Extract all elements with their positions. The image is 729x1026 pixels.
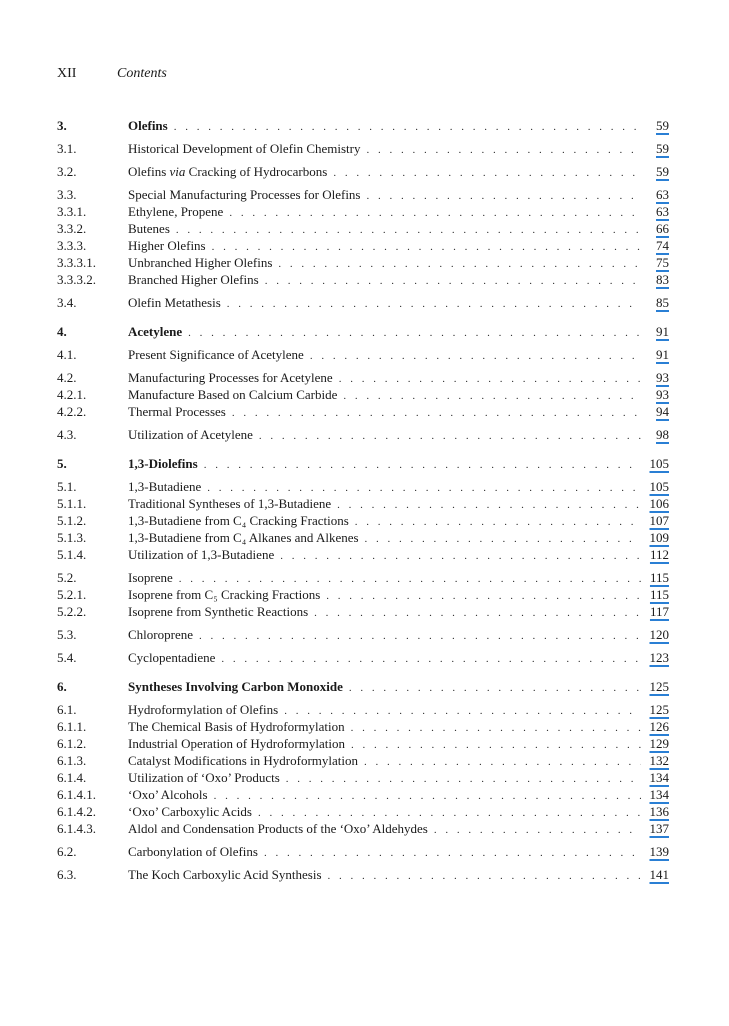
section-number: 6.3. <box>57 867 77 882</box>
section-number: 4.2. <box>57 370 77 385</box>
dot-leader <box>227 296 641 313</box>
toc-section-row <box>57 718 669 735</box>
section-number: 5.1. <box>57 479 77 494</box>
section-title: Manufacture Based on Calcium Carbide <box>128 387 338 402</box>
page-number-link[interactable]: 83 <box>656 272 669 287</box>
section-title: 1,3-Butadiene from C₄ Cracking Fractions <box>128 513 349 528</box>
page-number-link[interactable]: 109 <box>649 530 669 545</box>
page-header <box>57 66 167 82</box>
section-number: 3.1. <box>57 141 77 156</box>
section-title: Syntheses Involving Carbon Monoxide <box>128 679 343 694</box>
dot-leader <box>364 754 641 771</box>
section-number: 3.2. <box>57 164 77 179</box>
section-title: The Chemical Basis of Hydroformylation <box>128 719 345 734</box>
dot-leader <box>355 514 641 531</box>
section-number: 3.3. <box>57 187 77 202</box>
section-number: 3.3.3.1. <box>57 255 96 270</box>
section-number: 3.3.3. <box>57 238 87 253</box>
section-title: Thermal Processes <box>128 404 226 419</box>
page-number-link[interactable]: 132 <box>649 753 669 768</box>
section-number: 6.1. <box>57 702 77 717</box>
section-title: Present Significance of Acetylene <box>128 347 304 362</box>
section-title: Branched Higher Olefins <box>128 272 259 287</box>
page-number-link[interactable]: 59 <box>656 164 669 179</box>
page-number-link[interactable]: 115 <box>649 570 669 585</box>
page-number-link[interactable]: 117 <box>649 604 669 619</box>
section-number: 4.1. <box>57 347 77 362</box>
dot-leader <box>174 119 641 136</box>
section-title: ‘Oxo’ Carboxylic Acids <box>128 804 252 819</box>
section-number: 6. <box>57 679 67 694</box>
dot-leader <box>188 325 641 342</box>
section-title: Hydroformylation of Olefins <box>128 702 279 717</box>
dot-leader <box>367 188 642 205</box>
dot-leader <box>343 388 641 405</box>
section-title: Aldol and Condensation Products of the ‘Oxo’ Aldehydes <box>128 821 428 836</box>
page-number-link[interactable]: 63 <box>656 187 669 202</box>
toc-section-row <box>57 843 669 860</box>
toc-section-row <box>57 546 669 563</box>
section-number: 5. <box>57 456 67 471</box>
section-title: Unbranched Higher Olefins <box>128 255 273 270</box>
section-title: The Koch Carboxylic Acid Synthesis <box>128 867 322 882</box>
section-number: 6.1.2. <box>57 736 87 751</box>
toc-section-row <box>57 735 669 752</box>
section-title: ‘Oxo’ Alcohols <box>128 787 208 802</box>
dot-leader <box>365 531 641 548</box>
section-title: 1,3-Diolefins <box>128 456 198 471</box>
dot-leader <box>259 428 641 445</box>
toc-chapter-row <box>57 678 669 695</box>
dot-leader <box>328 868 641 885</box>
page-number-link[interactable]: 107 <box>649 513 669 528</box>
toc-section-row <box>57 203 669 220</box>
section-number: 6.1.4. <box>57 770 87 785</box>
toc-section-row <box>57 495 669 512</box>
dot-leader <box>204 457 641 474</box>
section-number: 6.1.4.3. <box>57 821 96 836</box>
section-number: 4.3. <box>57 427 77 442</box>
toc-section-row <box>57 386 669 403</box>
toc-section-row <box>57 603 669 620</box>
dot-leader <box>199 628 641 645</box>
toc-section-row <box>57 186 669 203</box>
section-number: 5.2.2. <box>57 604 87 619</box>
toc-section-row <box>57 586 669 603</box>
dot-leader <box>232 405 641 422</box>
section-number: 6.1.4.2. <box>57 804 96 819</box>
section-title: Manufacturing Processes for Acetylene <box>128 370 333 385</box>
section-number: 4. <box>57 324 67 339</box>
running-title: Contents <box>117 66 167 81</box>
dot-leader <box>314 605 641 622</box>
section-title: Olefins via Cracking of Hydrocarbons <box>128 164 328 179</box>
page-number-link[interactable]: 105 <box>649 479 669 494</box>
toc-chapter-row <box>57 323 669 340</box>
toc-section-row <box>57 369 669 386</box>
page-number-link[interactable]: 94 <box>656 404 669 419</box>
section-number: 3. <box>57 118 67 133</box>
dot-leader <box>265 273 641 290</box>
table-of-contents <box>57 117 669 883</box>
section-number: 3.3.3.2. <box>57 272 96 287</box>
section-title: Isoprene from C₅ Cracking Fractions <box>128 587 321 602</box>
section-title: Isoprene from Synthetic Reactions <box>128 604 309 619</box>
dot-leader <box>339 371 641 388</box>
section-title: Cyclopentadiene <box>128 650 216 665</box>
toc-section-row <box>57 478 669 495</box>
section-title: Acetylene <box>128 324 183 339</box>
section-title: Utilization of 1,3-Butadiene <box>128 547 275 562</box>
section-title: Ethylene, Propene <box>128 204 224 219</box>
toc-section-row <box>57 220 669 237</box>
section-title: 1,3-Butadiene from C₄ Alkanes and Alkenes <box>128 530 359 545</box>
page-number-link[interactable]: 59 <box>656 141 669 156</box>
toc-section-row <box>57 701 669 718</box>
toc-section-row <box>57 820 669 837</box>
section-number: 5.2.1. <box>57 587 87 602</box>
section-number: 5.1.3. <box>57 530 87 545</box>
page-number-link[interactable]: 125 <box>649 679 669 694</box>
dot-leader <box>221 651 641 668</box>
page-number-link[interactable]: 85 <box>656 295 669 310</box>
page-number-link[interactable]: 59 <box>656 118 669 133</box>
page-number-link[interactable]: 63 <box>656 204 669 219</box>
section-number: 6.1.4.1. <box>57 787 96 802</box>
page-number-link[interactable]: 134 <box>649 787 669 802</box>
page-number-link[interactable]: 93 <box>656 370 669 385</box>
section-title: Industrial Operation of Hydroformylation <box>128 736 345 751</box>
dot-leader <box>214 788 641 805</box>
section-number: 3.3.1. <box>57 204 87 219</box>
section-number: 6.1.1. <box>57 719 87 734</box>
toc-chapter-row <box>57 455 669 472</box>
section-number: 5.1.4. <box>57 547 87 562</box>
page-number-link[interactable]: 141 <box>649 867 669 882</box>
toc-chapter-row <box>57 117 669 134</box>
page-number-link[interactable]: 91 <box>656 324 669 339</box>
section-number: 5.4. <box>57 650 77 665</box>
page-number-link[interactable]: 91 <box>656 347 669 362</box>
page-number-link[interactable]: 125 <box>649 702 669 717</box>
toc-section-row <box>57 569 669 586</box>
toc-section-row <box>57 163 669 180</box>
page-number-link[interactable]: 126 <box>649 719 669 734</box>
section-number: 5.3. <box>57 627 77 642</box>
dot-leader <box>326 588 641 605</box>
dot-leader <box>337 497 641 514</box>
page-number-link[interactable]: 66 <box>656 221 669 236</box>
toc-section-row <box>57 294 669 311</box>
section-title: Special Manufacturing Processes for Olefins <box>128 187 361 202</box>
section-number: 5.1.1. <box>57 496 87 511</box>
toc-section-row <box>57 769 669 786</box>
dot-leader <box>351 737 641 754</box>
page-number-link[interactable]: 115 <box>649 587 669 602</box>
dot-leader <box>351 720 641 737</box>
dot-leader <box>286 771 641 788</box>
toc-section-row <box>57 626 669 643</box>
page-number-link[interactable]: 134 <box>649 770 669 785</box>
section-title: Olefin Metathesis <box>128 295 221 310</box>
section-title: Olefins <box>128 118 168 133</box>
dot-leader <box>434 822 641 839</box>
toc-section-row <box>57 512 669 529</box>
section-title: Carbonylation of Olefins <box>128 844 258 859</box>
section-title: Historical Development of Olefin Chemistry <box>128 141 361 156</box>
page-number-link[interactable]: 75 <box>656 255 669 270</box>
toc-section-row <box>57 786 669 803</box>
dot-leader <box>367 142 641 159</box>
dot-leader <box>229 205 641 222</box>
dot-leader <box>176 222 641 239</box>
toc-section-row <box>57 346 669 363</box>
toc-section-row <box>57 529 669 546</box>
section-number: 5.1.2. <box>57 513 87 528</box>
section-title: Utilization of Acetylene <box>128 427 253 442</box>
toc-section-row <box>57 140 669 157</box>
section-number: 3.4. <box>57 295 77 310</box>
section-title: Traditional Syntheses of 1,3-Butadiene <box>128 496 332 511</box>
page-number-link[interactable]: 93 <box>656 387 669 402</box>
page-number-link[interactable]: 112 <box>649 547 669 562</box>
section-title: Catalyst Modifications in Hydroformylation <box>128 753 358 768</box>
section-title: Butenes <box>128 221 170 236</box>
section-title: Chloroprene <box>128 627 193 642</box>
toc-section-row <box>57 254 669 271</box>
toc-section-row <box>57 403 669 420</box>
page-number-link[interactable]: 120 <box>649 627 669 642</box>
page-number-link[interactable]: 123 <box>649 650 669 665</box>
dot-leader <box>280 548 641 565</box>
toc-section-row <box>57 803 669 820</box>
page-number-link[interactable]: 136 <box>649 804 669 819</box>
page-number-link[interactable]: 98 <box>656 427 669 442</box>
page-number-link[interactable]: 137 <box>649 821 669 836</box>
page-number: XII <box>57 66 77 81</box>
dot-leader <box>349 680 641 697</box>
section-number: 4.2.1. <box>57 387 87 402</box>
section-number: 5.2. <box>57 570 77 585</box>
toc-section-row <box>57 866 669 883</box>
section-title: Utilization of ‘Oxo’ Products <box>128 770 280 785</box>
dot-leader <box>333 165 641 182</box>
toc-section-row <box>57 649 669 666</box>
toc-section-row <box>57 237 669 254</box>
page-number-link[interactable]: 139 <box>649 844 669 859</box>
section-title: Isoprene <box>128 570 173 585</box>
section-title: 1,3-Butadiene <box>128 479 202 494</box>
page-number-link[interactable]: 105 <box>649 456 669 471</box>
dot-leader <box>264 845 641 862</box>
section-number: 6.1.3. <box>57 753 87 768</box>
section-number: 4.2.2. <box>57 404 87 419</box>
toc-section-row <box>57 752 669 769</box>
page-number-link[interactable]: 106 <box>649 496 669 511</box>
page-number-link[interactable]: 129 <box>649 736 669 751</box>
toc-section-row <box>57 426 669 443</box>
dot-leader <box>278 256 641 273</box>
toc-section-row <box>57 271 669 288</box>
dot-leader <box>310 348 641 365</box>
section-number: 6.2. <box>57 844 77 859</box>
emphasis: via <box>169 164 186 179</box>
section-title: Higher Olefins <box>128 238 206 253</box>
section-number: 3.3.2. <box>57 221 87 236</box>
page-number-link[interactable]: 74 <box>656 238 669 253</box>
